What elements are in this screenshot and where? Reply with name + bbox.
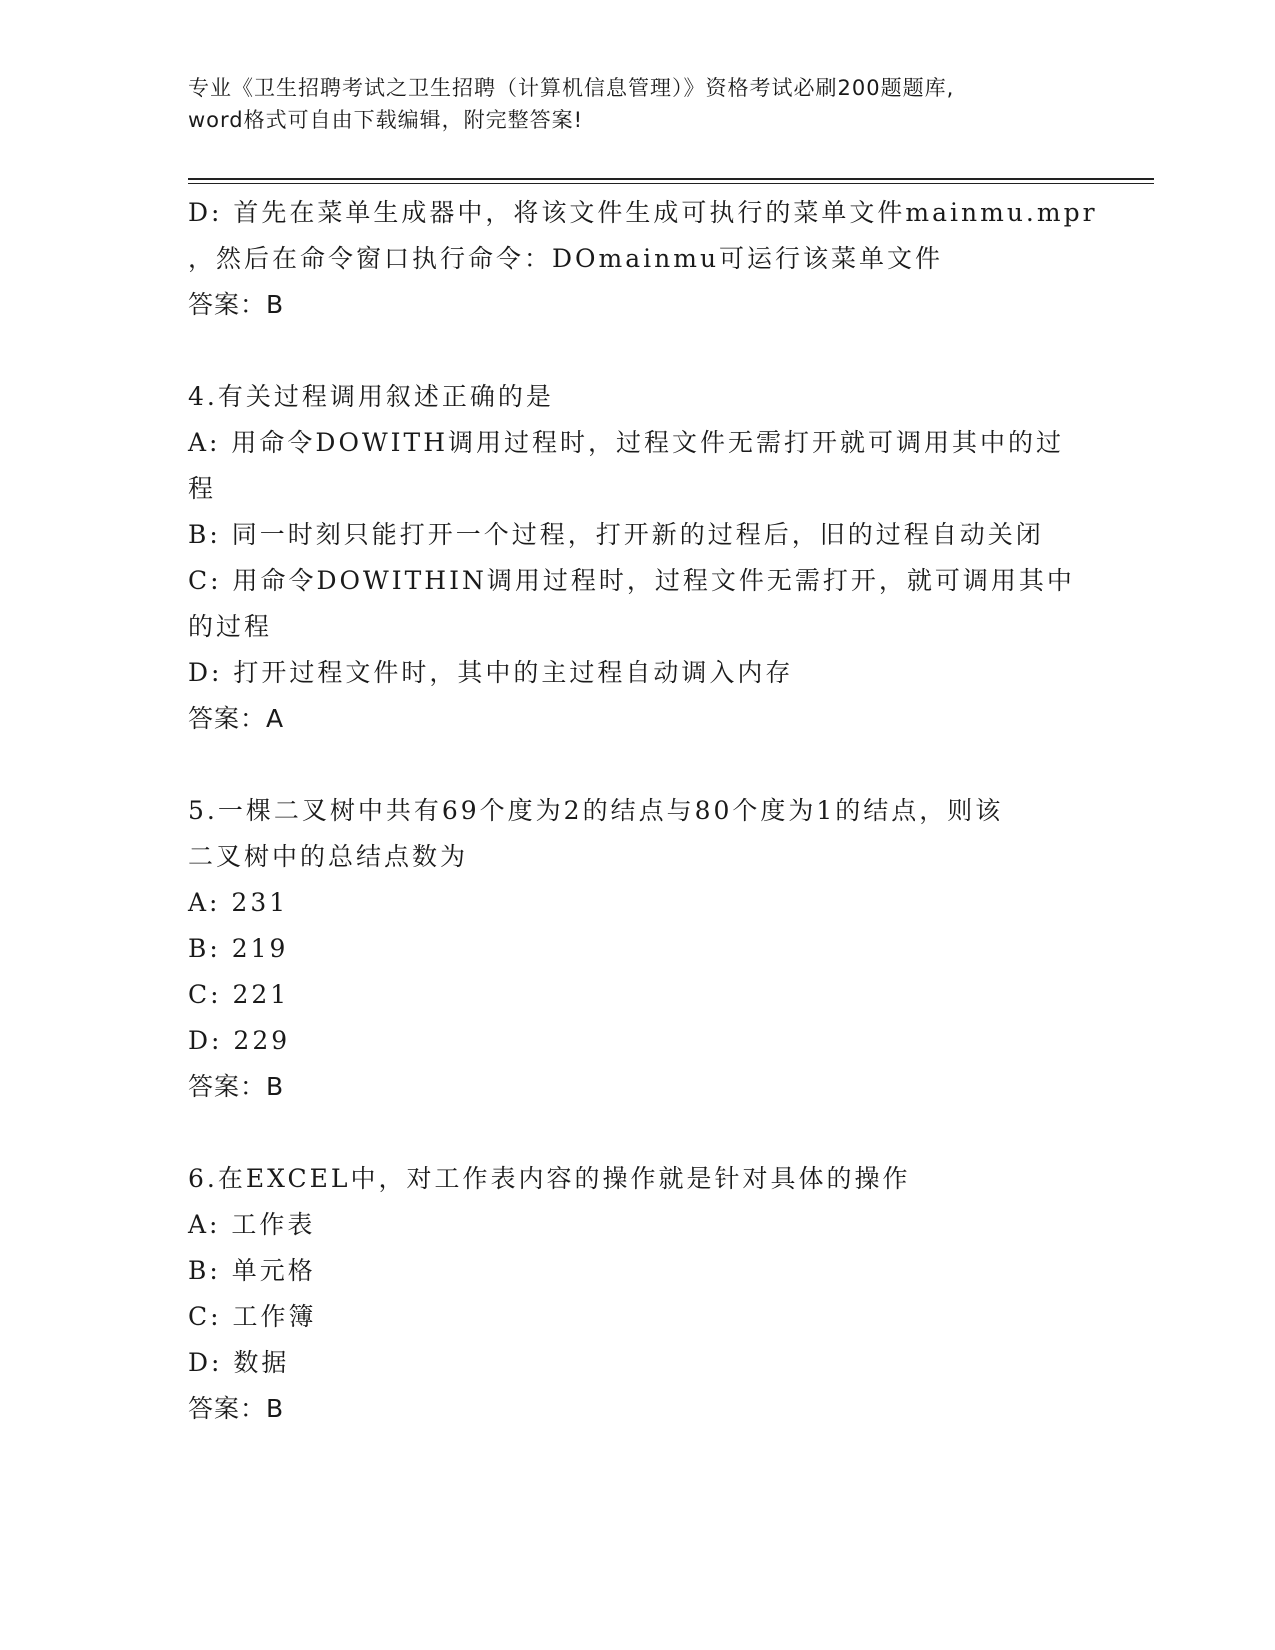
spacer	[188, 328, 1088, 374]
question-content	[188, 190, 1098, 1432]
q4-option-c-line-2: 的过程	[188, 612, 273, 641]
q4-option-b: B: 同一时刻只能打开一个过程，打开新的过程后，旧的过程自动关闭	[188, 520, 1044, 549]
q6-option-b: B: 单元格	[188, 1256, 316, 1285]
q5-question-line-2: 二叉树中的总结点数为	[188, 842, 469, 871]
q6-option-c: C: 工作簿	[188, 1302, 317, 1331]
q5-answer: 答案：B	[188, 1072, 285, 1101]
q6-question: 6.在EXCEL中，对工作表内容的操作就是针对具体的操作	[188, 1164, 911, 1193]
spacer	[188, 1110, 1088, 1156]
q5-option-b: B: 219	[188, 934, 289, 963]
question-5-block	[188, 788, 1088, 1110]
q6-option-d: D: 数据	[188, 1348, 290, 1377]
header-title-line-2: word格式可自由下载编辑，附完整答案!	[188, 108, 584, 132]
q6-option-a: A: 工作表	[188, 1210, 316, 1239]
q3-answer: 答案：B	[188, 290, 285, 319]
q5-option-a: A: 231	[188, 888, 289, 917]
header-title-line-1: 专业《卫生招聘考试之卫生招聘（计算机信息管理）》资格考试必刷200题题库,	[188, 76, 955, 100]
q5-question-line-1: 5.一棵二叉树中共有69个度为2的结点与80个度为1的结点，则该	[188, 796, 1004, 825]
q3-option-d-line-2: ，然后在命令窗口执行命令：DOmainmu可运行该菜单文件	[188, 244, 944, 273]
document-header	[188, 72, 1088, 136]
question-4-block	[188, 374, 1088, 742]
q5-option-c: C: 221	[188, 980, 290, 1009]
q4-answer: 答案：A	[188, 704, 285, 733]
header-divider-thick	[188, 178, 1154, 180]
question-3-block	[188, 190, 1098, 328]
q3-option-d-line-1: D: 首先在菜单生成器中，将该文件生成可执行的菜单文件mainmu.mpr	[188, 198, 1098, 227]
q4-option-a-line-2: 程	[188, 474, 217, 503]
spacer	[188, 742, 1088, 788]
q4-option-a-line-1: A: 用命令DOWITH调用过程时，过程文件无需打开就可调用其中的过	[188, 428, 1065, 457]
q4-question: 4.有关过程调用叙述正确的是	[188, 382, 554, 411]
q4-option-c-line-1: C: 用命令DOWITHIN调用过程时，过程文件无需打开，就可调用其中	[188, 566, 1075, 595]
q6-answer: 答案：B	[188, 1394, 285, 1423]
q4-option-d: D: 打开过程文件时，其中的主过程自动调入内存	[188, 658, 794, 687]
q5-option-d: D: 229	[188, 1026, 291, 1055]
question-6-block	[188, 1156, 1088, 1432]
header-divider-thin	[188, 183, 1154, 184]
